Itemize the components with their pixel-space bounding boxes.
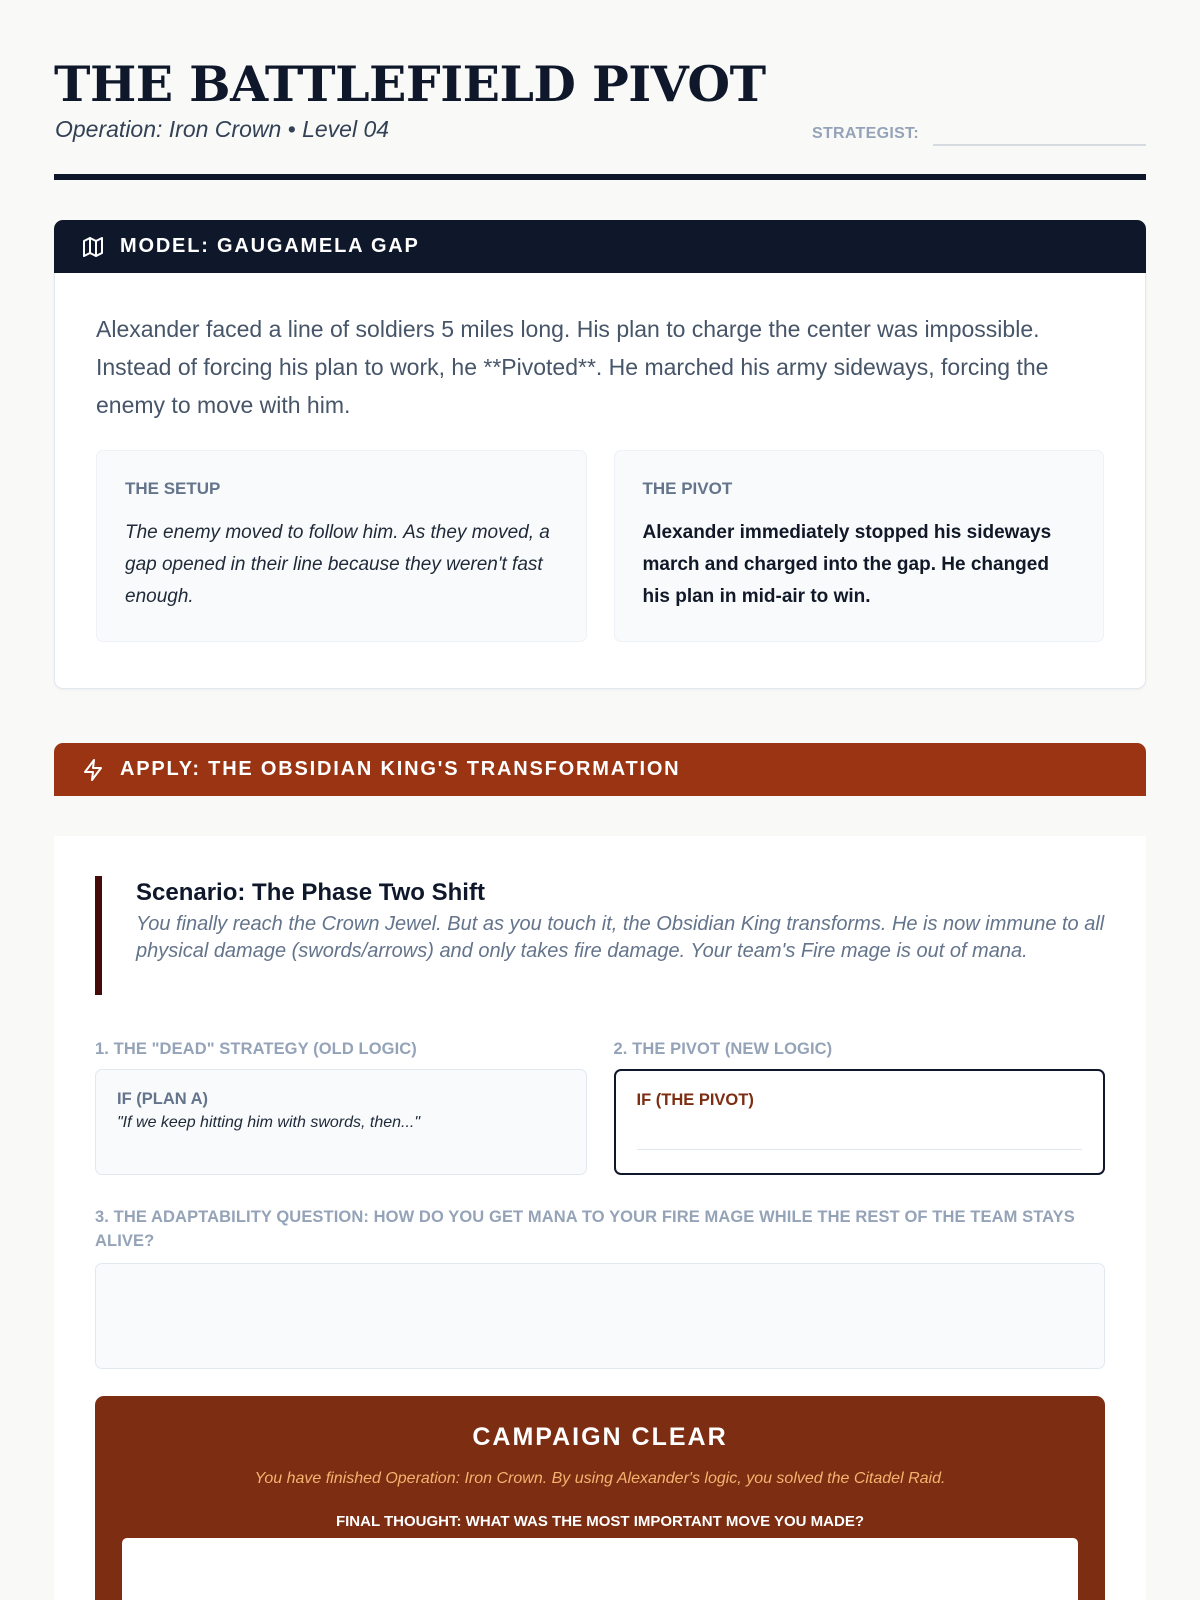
- model-comparison: [96, 450, 1104, 642]
- old-logic-column: [95, 1037, 587, 1175]
- adaptability-question-label: 3. THE ADAPTABILITY QUESTION: HOW DO YOU GET MANA TO YOUR FIRE MAGE WHILE THE REST OF THE TEAM STAYS ALIVE?: [95, 1208, 1075, 1250]
- apply-section: [54, 743, 1146, 1530]
- new-logic-label: 2. THE PIVOT (NEW LOGIC): [613, 1040, 833, 1058]
- logic-row: [95, 1037, 1105, 1175]
- plan-a-label: IF (PLAN A): [117, 1090, 209, 1108]
- pivot-if-label: IF (THE PIVOT): [636, 1091, 754, 1109]
- setup-text: The enemy moved to follow him. As they moved, a gap opened in their line because they weren't fast enough.: [125, 522, 550, 607]
- scenario-text: You finally reach the Crown Jewel. But as you touch it, the Obsidian King transforms. He is now immune to all physical damage (swords/arrows) and only takes fire damage. Your team's Fire mage is out of mana.: [136, 913, 1105, 962]
- scenario-title: Scenario: The Phase Two Shift: [136, 879, 485, 906]
- pivot-answer-input[interactable]: [637, 1122, 1083, 1150]
- adaptability-question: [95, 1205, 1105, 1369]
- old-logic-box: [95, 1069, 587, 1175]
- campaign-title: CAMPAIGN CLEAR: [472, 1423, 728, 1451]
- model-section-title: MODEL: GAUGAMELA GAP: [120, 235, 420, 257]
- plan-a-quote: "If we keep hitting him with swords, then...": [117, 1114, 421, 1131]
- final-thought-field[interactable]: [122, 1538, 1078, 1600]
- strategist-input[interactable]: [933, 118, 1146, 146]
- model-section: [54, 220, 1146, 689]
- campaign-text: You have finished Operation: Iron Crown. By using Alexander's logic, you solved the Citadel Raid.: [254, 1470, 946, 1487]
- apply-section-header: [54, 743, 1146, 796]
- page-title: THE BATTLEFIELD PIVOT: [54, 55, 766, 113]
- adaptability-answer-field[interactable]: [95, 1263, 1105, 1369]
- model-card: [54, 273, 1146, 689]
- apply-card: [54, 836, 1146, 1600]
- strategist-label: STRATEGIST:: [811, 125, 919, 142]
- new-logic-column: [614, 1037, 1106, 1175]
- campaign-clear-panel: [95, 1396, 1105, 1600]
- apply-section-title: APPLY: THE OBSIDIAN KING'S TRANSFORMATION: [120, 758, 681, 780]
- header: [54, 0, 1146, 180]
- setup-label: THE SETUP: [125, 479, 221, 498]
- page-subtitle: Operation: Iron Crown • Level 04: [55, 116, 390, 142]
- model-description: Alexander faced a line of soldiers 5 miles long. His plan to charge the center was impossible. Instead of forcing his plan to work, he **Pivoted**. He marched his army sideways, forcing the enemy to move with him.: [96, 316, 1049, 418]
- final-thought-label: FINAL THOUGHT: WHAT WAS THE MOST IMPORTANT MOVE YOU MADE?: [335, 1513, 865, 1530]
- map-icon: [80, 234, 106, 260]
- pivot-text: Alexander immediately stopped his sideways march and charged into the gap. He changed his plan in mid-air to win.: [642, 522, 1052, 607]
- new-logic-box: [614, 1069, 1106, 1175]
- lightning-icon: [80, 757, 106, 783]
- model-section-header: [54, 220, 1146, 273]
- pivot-box: [614, 450, 1105, 642]
- setup-box: [96, 450, 587, 642]
- header-divider: [54, 174, 1146, 180]
- pivot-label: THE PIVOT: [642, 479, 733, 498]
- scenario-block: [95, 876, 1105, 995]
- old-logic-label: 1. THE "DEAD" STRATEGY (OLD LOGIC): [95, 1040, 417, 1058]
- strategist-field-group: [812, 118, 1146, 146]
